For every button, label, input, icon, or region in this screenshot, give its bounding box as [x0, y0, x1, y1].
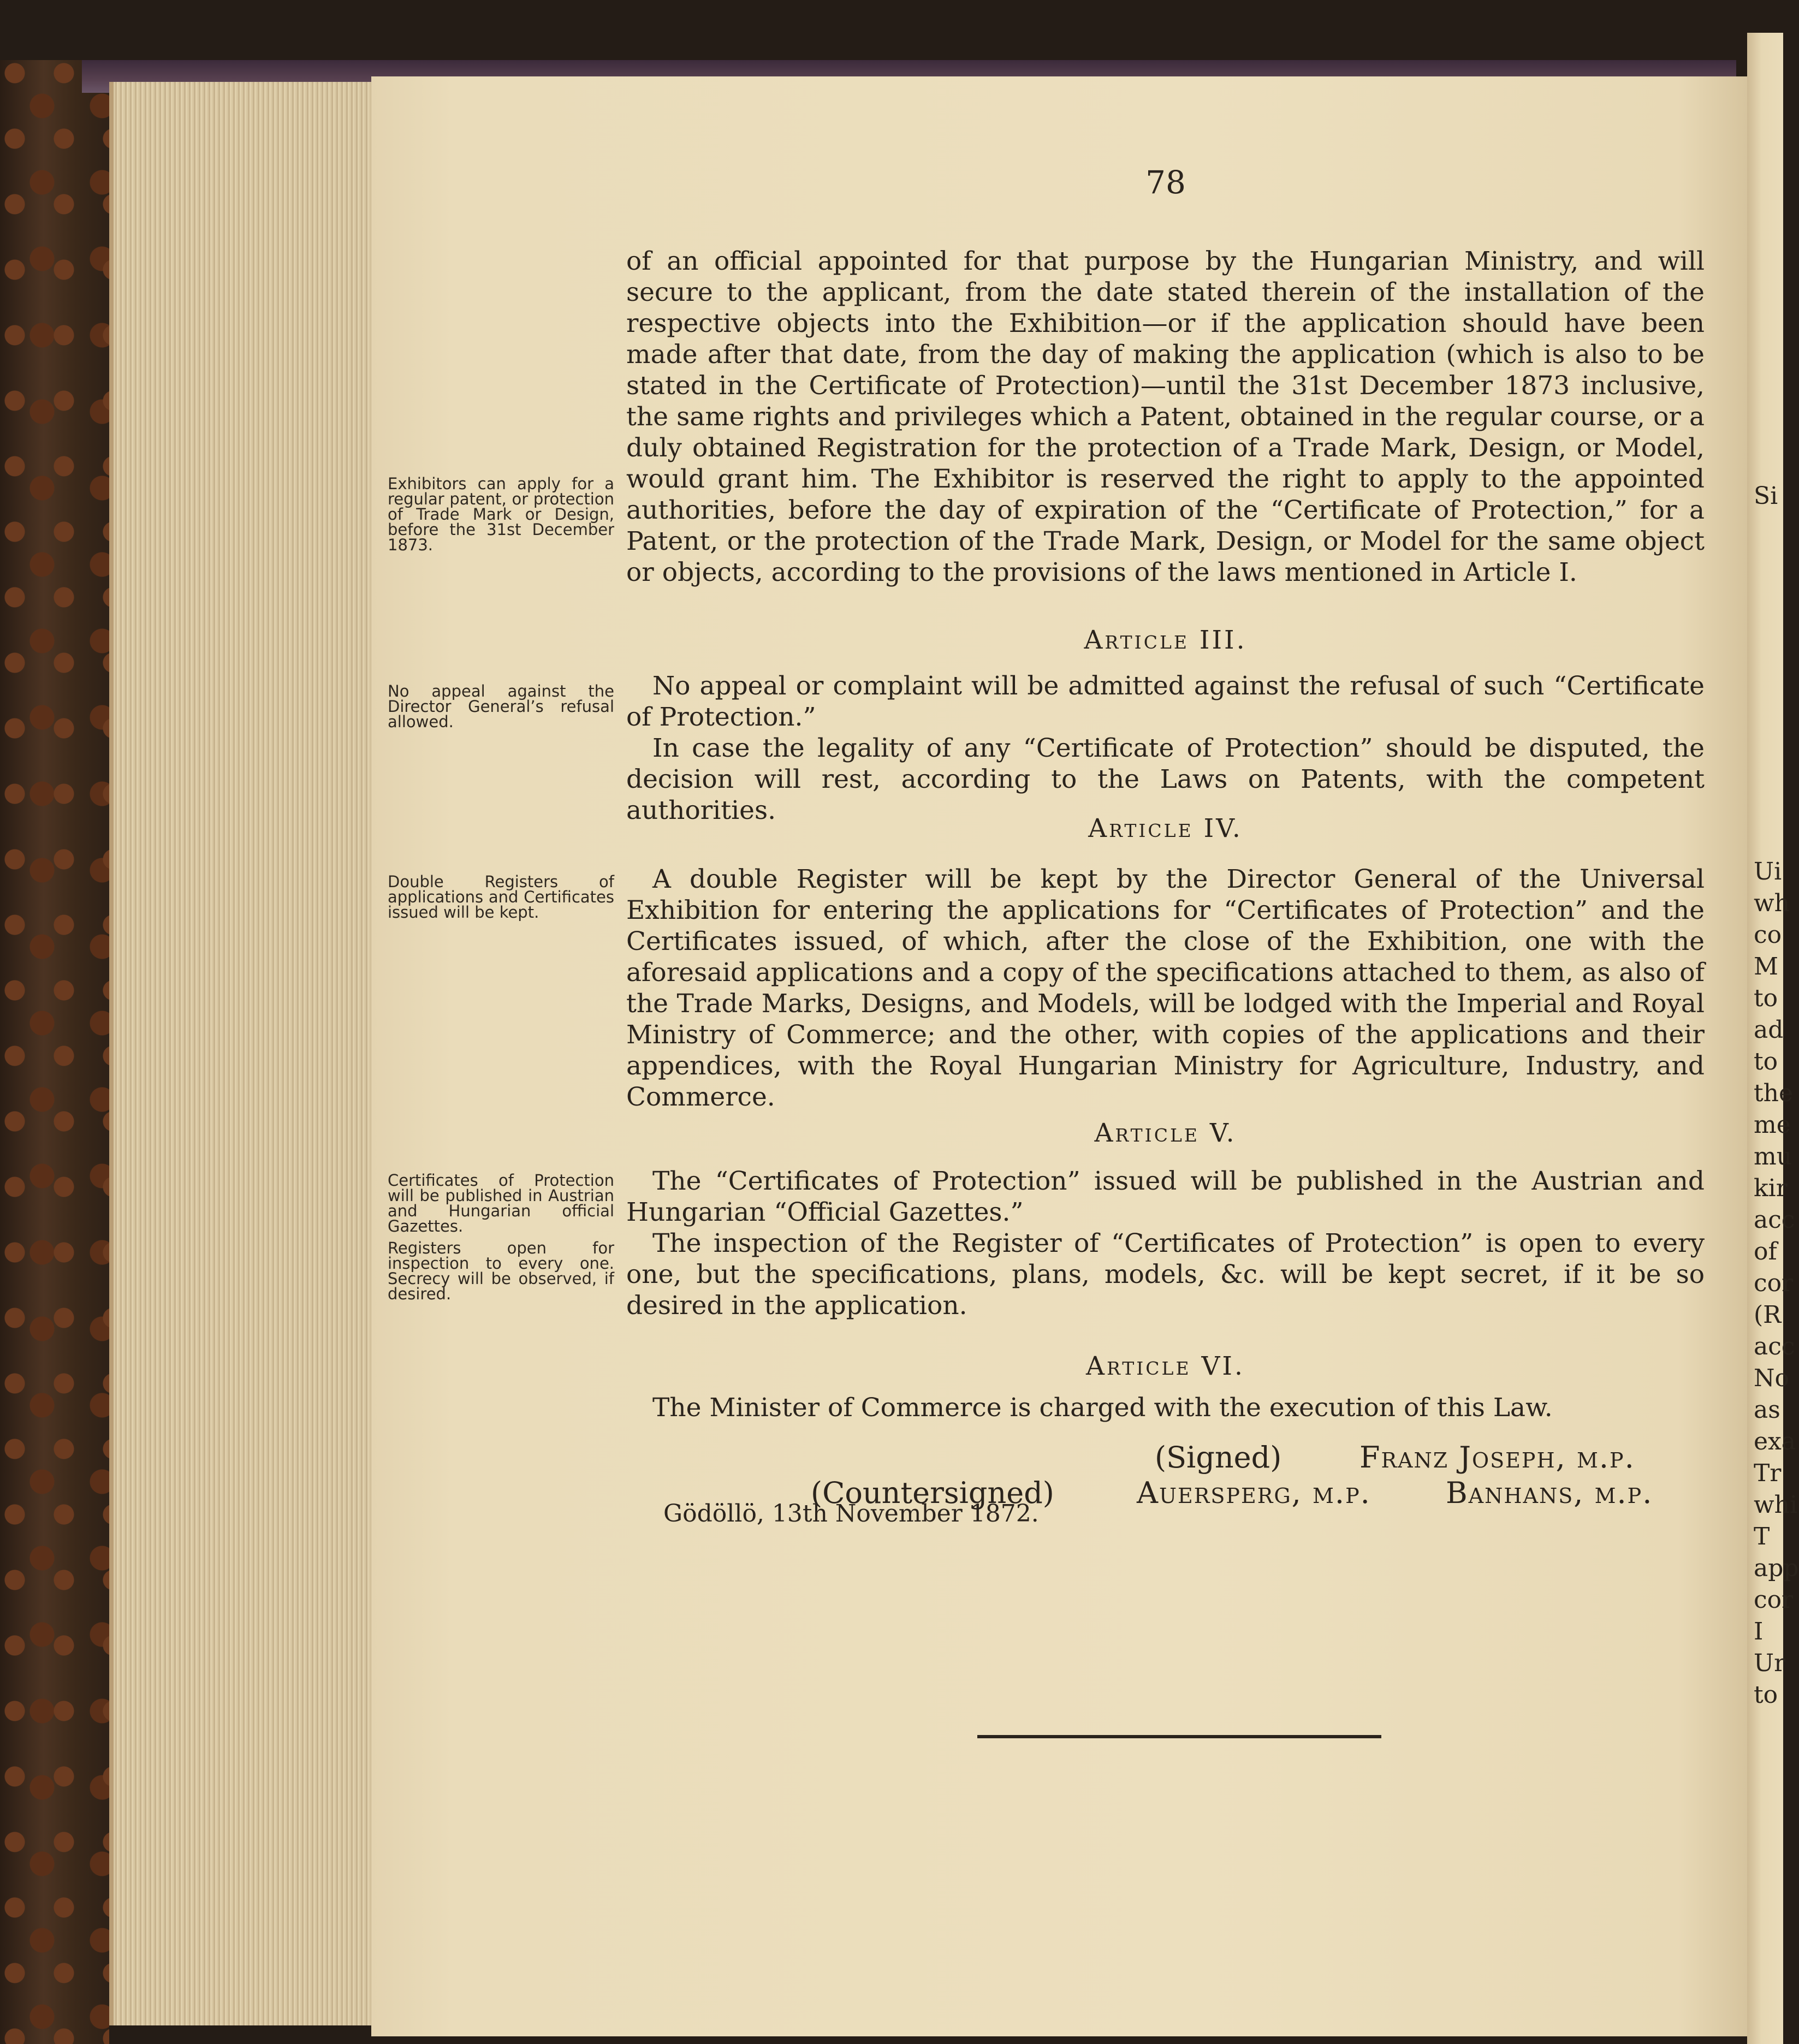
article-4-heading: Article IV. [1088, 813, 1243, 843]
fragment: Ur [1754, 1649, 1786, 1677]
article-5-heading: Article V. [1094, 1118, 1237, 1148]
place-and-date: Gödöllö, 13th November 1872. [663, 1500, 1039, 1528]
fragment: No [1754, 1364, 1789, 1392]
article-4-body [626, 864, 1705, 1113]
book-binding [0, 60, 109, 2044]
paragraph: The Minister of Commerce is charged with the execution of this Law. [652, 1393, 1553, 1423]
fragment: wh [1754, 889, 1790, 917]
fragment: to [1754, 984, 1778, 1012]
article-3-heading: Article III. [1084, 625, 1247, 655]
fragment: ad [1754, 1016, 1784, 1044]
paragraph: A double Register will be kept by the Director General of the Universal Exhibition for entering the applications for “Certificates of Protection” and the Certificates issued, of which, after the close of the Exhibition, one with the aforesaid applications and a copy of the specifications attached to them, as also of the Trade Marks, Designs, and Models, will be lodged with the Imperial and Royal Ministry of Commerce; and the other, with copies of the applications and their appendices, with the Royal Hungarian Ministry for Agriculture, Industry, and Commerce. [626, 864, 1705, 1112]
fragment: Tr [1754, 1459, 1782, 1487]
fragment: acc [1754, 1206, 1795, 1234]
page-number: 78 [1145, 164, 1186, 201]
end-rule [977, 1735, 1381, 1738]
fragment: cor [1754, 1269, 1794, 1297]
article-3-body [626, 670, 1705, 826]
fragment: to [1754, 1048, 1778, 1076]
fragment: (R [1754, 1301, 1782, 1329]
fragment: I [1754, 1618, 1764, 1645]
fragment: to [1754, 1681, 1778, 1709]
fragment: Ui [1754, 858, 1782, 886]
signer-auersperg: Auersperg, m.p. [1137, 1476, 1371, 1510]
signer-banhans: Banhans, m.p. [1446, 1476, 1653, 1510]
fragment: exa [1754, 1428, 1796, 1455]
article-6-body [626, 1392, 1705, 1423]
side-note-text: Registers open for inspection to every one. Secrecy will be observed, if desired. [388, 1239, 614, 1303]
fragment: acc [1754, 1333, 1795, 1360]
countersigned-label: (Countersigned) [811, 1476, 1054, 1510]
side-note-exhibitors [388, 476, 614, 559]
fragment: app [1754, 1554, 1799, 1582]
next-page-fragments [1754, 480, 1799, 1711]
fragment: the [1754, 1079, 1794, 1107]
fragment: T [1754, 1523, 1770, 1550]
fragment: Si [1754, 482, 1778, 510]
signed-label: (Signed) [1155, 1440, 1282, 1475]
signer-franz-joseph: Franz Joseph, m.p. [1359, 1440, 1635, 1475]
paragraph: of an official appointed for that purpose by the Hungarian Ministry, and will secure to the applicant, from the date stated therein of the installation of the respective objects into the Exhibition—or if the application should have been made after that date, from the day of making the application (which is also to be stated in the Certificate of Protection)—until the 31st December 1873 inclusive, the same rights and privileges which a Patent, obtained in the regular course, or a duly obtained Registration for the protection of a Trade Mark, Design, or Model, would grant him. The Exhibitor is reserved the right to apply to the appointed authorities, before the day of expiration of the “Certificate of Protection,” for a Patent, or the protection of the Trade Mark, Design, or Model for the same object or objects, according to the provisions of the laws mentioned in Article I. [626, 246, 1705, 587]
side-note-text: Double Registers of applications and Certificates issued will be kept. [388, 872, 614, 922]
fragment: me [1754, 1111, 1791, 1139]
fragment: of [1754, 1238, 1777, 1265]
side-note-text: Certificates of Protection will be published in Austrian and Hungarian official Gazettes. [388, 1171, 614, 1235]
side-note-registers [388, 874, 614, 926]
fragment: mu [1754, 1143, 1792, 1170]
paragraph: No appeal or complaint will be admitted against the refusal of such “Certificate of Protection.” [626, 671, 1705, 732]
article-6-heading: Article VI. [1086, 1351, 1245, 1381]
opening-paragraph [626, 246, 1705, 588]
fragment: as [1754, 1396, 1780, 1424]
fragment: whi [1754, 1491, 1798, 1519]
fragment: M [1754, 953, 1779, 981]
paragraph: The “Certificates of Protection” issued will be published in the Austrian and Hungarian “Official Gazettes.” [626, 1166, 1705, 1227]
fragment: kir [1754, 1174, 1788, 1202]
side-note-text: No appeal against the Director General’s refusal allowed. [388, 682, 614, 731]
side-note-text: Exhibitors can apply for a regular patent, or protection of Trade Mark or Design, before the 31st December 1873. [388, 474, 614, 554]
paragraph: In case the legality of any “Certificate of Protection” should be disputed, the decision will rest, according to the Laws on Patents, with the competent authorities. [626, 733, 1705, 825]
fragment: co [1754, 921, 1782, 949]
fragment: cor [1754, 1586, 1794, 1614]
paragraph: The inspection of the Register of “Certificates of Protection” is open to every one, but the specifications, plans, models, &c. will be kept secret, if it be so desired in the application. [626, 1228, 1705, 1321]
article-5-body [626, 1166, 1705, 1321]
page-edges [109, 82, 376, 2025]
side-note-appeal [388, 684, 614, 736]
side-note-certificates [388, 1173, 614, 1308]
